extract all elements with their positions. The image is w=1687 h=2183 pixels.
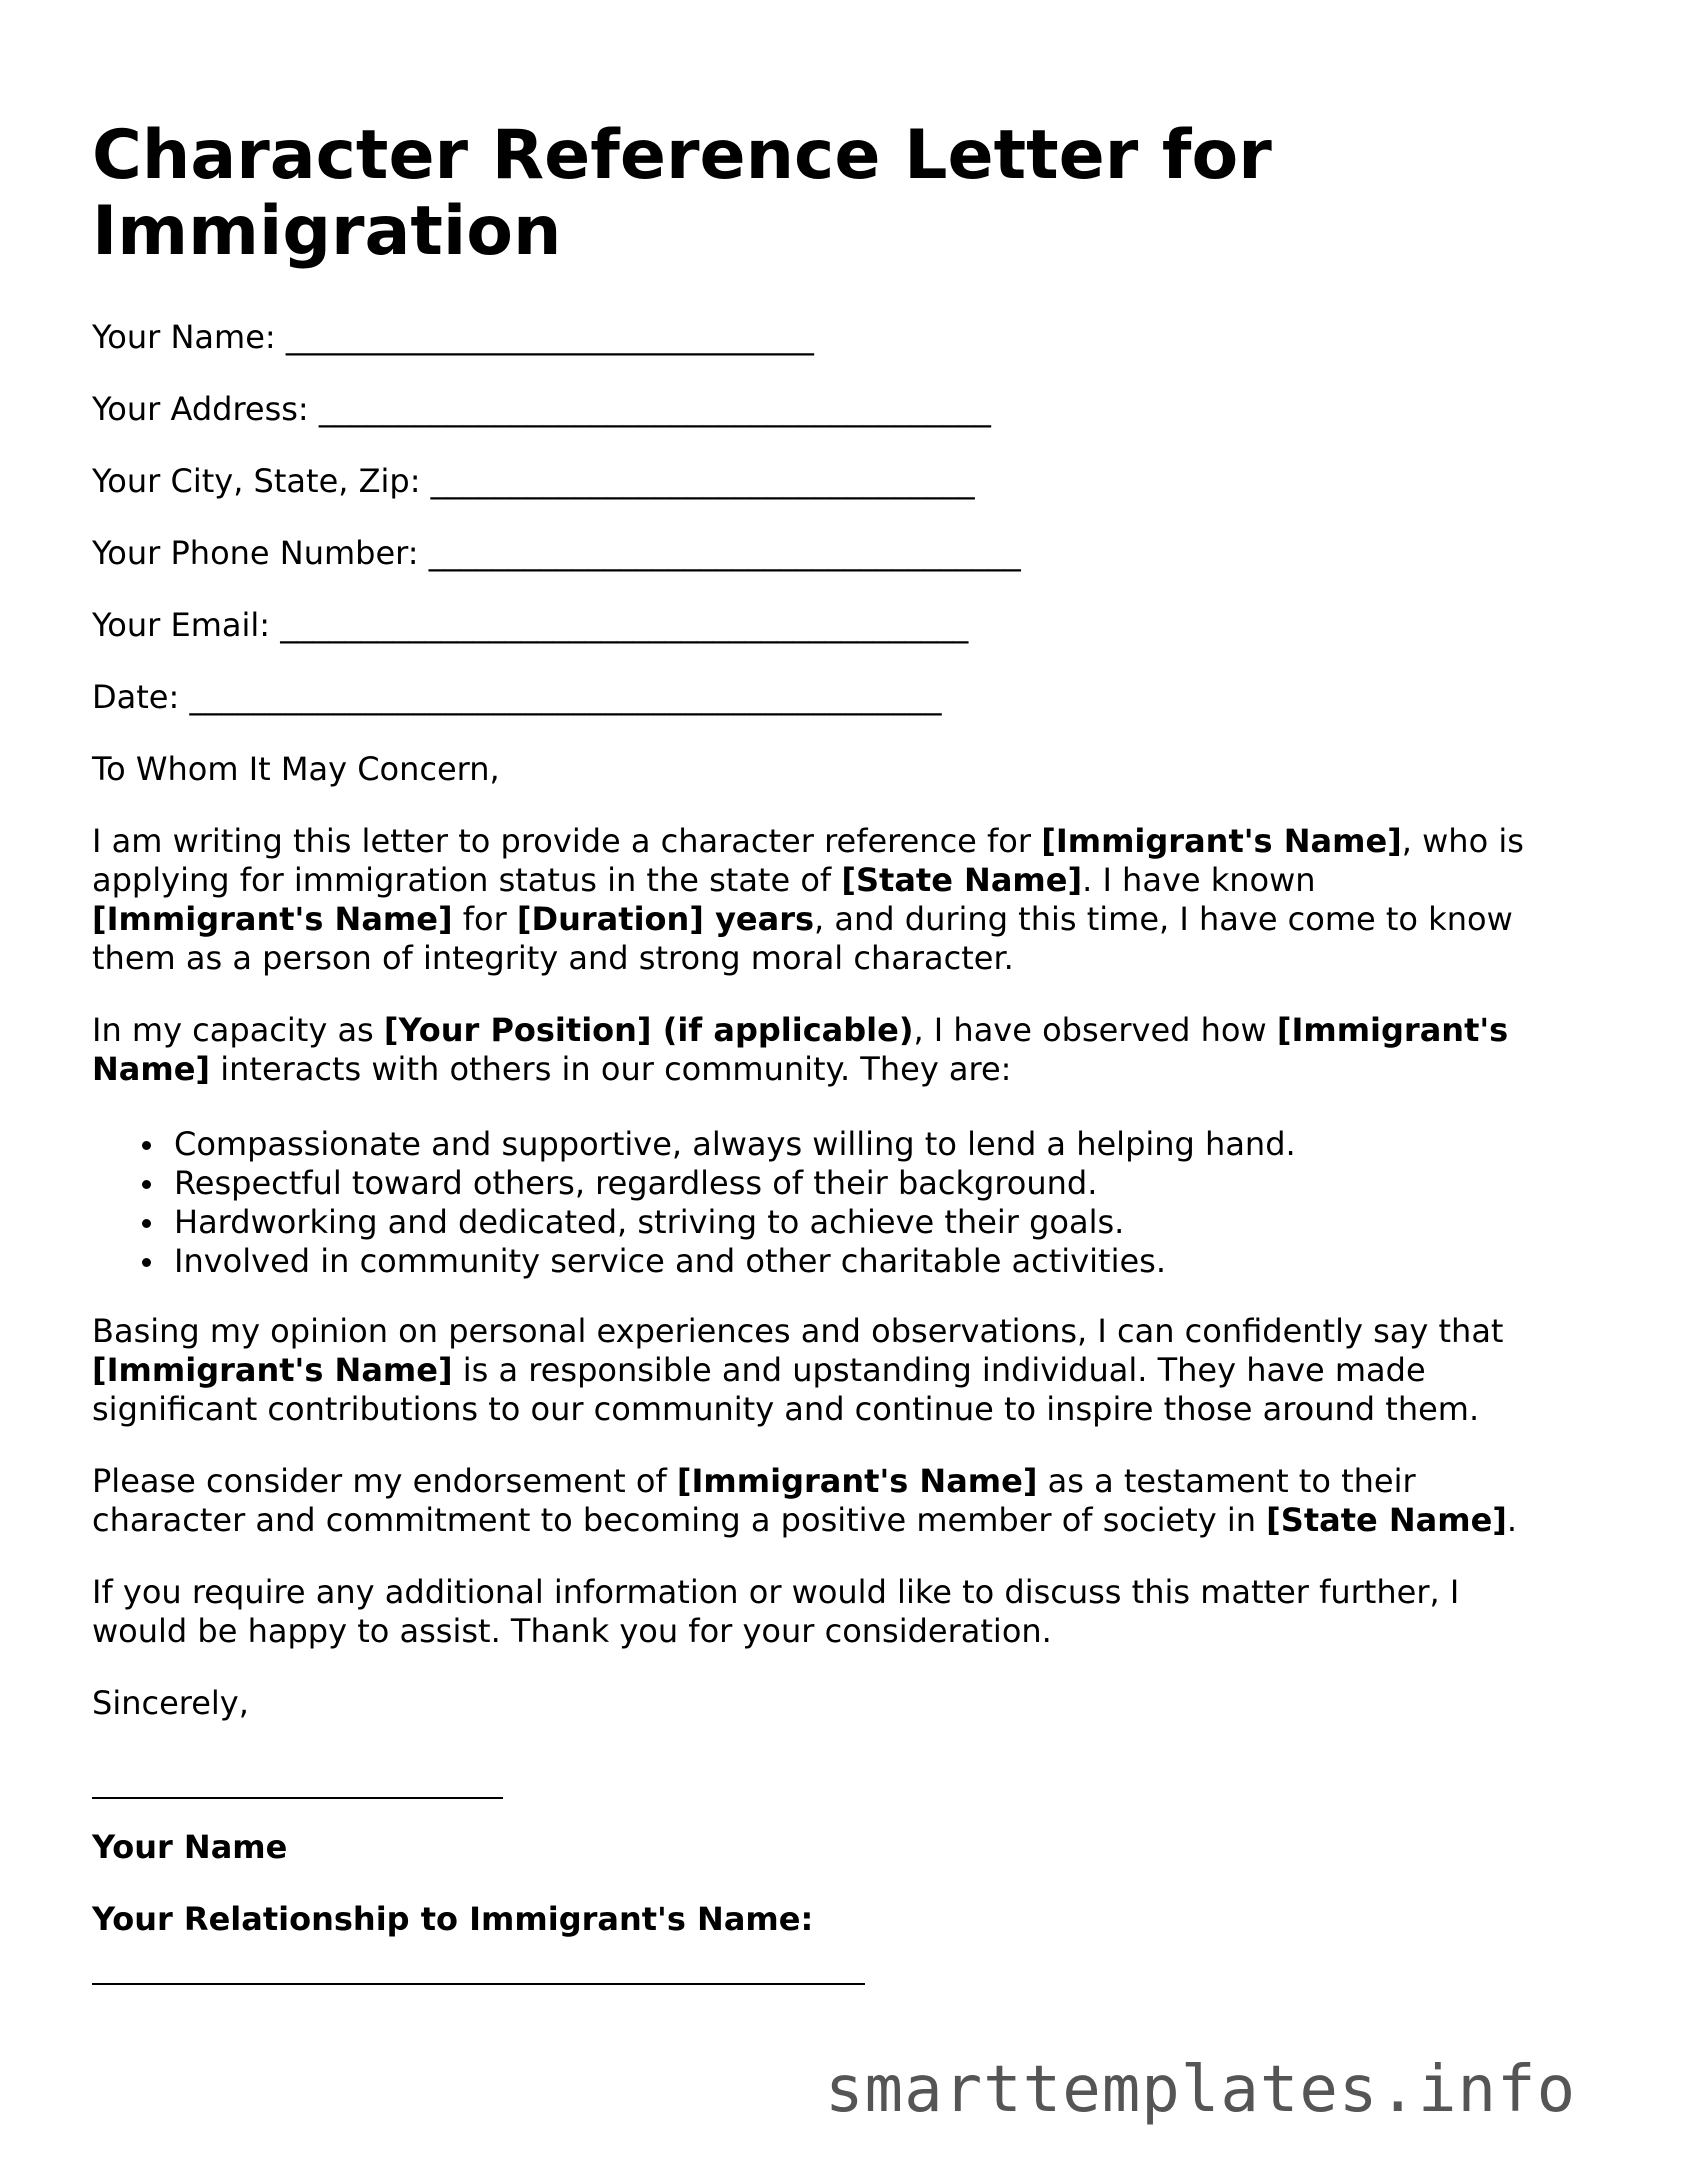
list-item: Compassionate and supportive, always willing to lend a helping hand. <box>92 1125 1296 1164</box>
placeholder-state-name: [State Name] <box>841 861 1083 899</box>
field-label: Your Address: <box>92 390 319 428</box>
placeholder-immigrant-name: [Immigrant's Name] <box>92 1351 453 1389</box>
field-label: Your Name: <box>92 318 286 356</box>
text: Please consider my endorsement of <box>92 1462 677 1500</box>
paragraph-line: If you require any additional information or would like to discuss this matter further, I <box>92 1573 1460 1611</box>
paragraph-line <box>92 1501 1517 1540</box>
text: character and commitment to becoming a positive member of society in <box>92 1501 1267 1539</box>
relationship-label-text: Your Relationship to Immigrant's Name: <box>92 1900 814 1938</box>
paragraph-line: would be happy to assist. Thank you for your consideration. <box>92 1612 1052 1650</box>
paragraph-line <box>92 1050 1011 1089</box>
paragraph-line: significant contributions to our community and continue to inspire those around them. <box>92 1390 1480 1428</box>
text: , I have observed how <box>913 1011 1277 1049</box>
text: In my capacity as <box>92 1011 384 1049</box>
text: , who is <box>1401 822 1524 860</box>
paragraph-line <box>92 822 1524 861</box>
placeholder-immigrant-name: [Immigrant's Name] <box>92 900 453 938</box>
field-label: Your Phone Number: <box>92 534 429 572</box>
placeholder-state-name: [State Name] <box>1266 1501 1507 1539</box>
salutation: To Whom It May Concern, <box>92 750 500 788</box>
field-blank: ___________________________________________ <box>280 606 969 644</box>
text: is a responsible and upstanding individual. They have made <box>452 1351 1426 1389</box>
field-date <box>92 678 941 717</box>
field-phone-number <box>92 534 1021 573</box>
paragraph-line <box>92 900 1513 939</box>
qualities-list <box>92 1125 1296 1281</box>
field-label: Your Email: <box>92 606 281 644</box>
field-your-address <box>92 390 991 429</box>
field-blank: __________________________________________ <box>318 390 991 428</box>
list-item: Involved in community service and other charitable activities. <box>92 1242 1296 1281</box>
placeholder-immigrant-name: [Immigrant's Name] <box>676 1462 1038 1500</box>
relationship-line <box>92 1983 865 1985</box>
text: I am writing this letter to provide a character reference for <box>92 822 1042 860</box>
field-your-name <box>92 318 814 357</box>
text: applying for immigration status in the state of <box>92 861 842 899</box>
closing: Sincerely, <box>92 1684 249 1722</box>
list-item: Hardworking and dedicated, striving to achieve their goals. <box>92 1203 1296 1242</box>
field-blank: _____________________________________ <box>428 534 1021 572</box>
text: . I have known <box>1082 861 1316 899</box>
paragraph-line <box>92 1462 1416 1501</box>
signature-name-text: Your Name <box>92 1828 288 1866</box>
paragraph-line <box>92 861 1316 900</box>
paragraph-line: them as a person of integrity and strong moral character. <box>92 939 1014 977</box>
watermark: smarttemplates.info <box>825 2053 1577 2127</box>
placeholder-immigrant-name: [Immigrant's <box>1276 1011 1509 1049</box>
field-blank: _________________________________ <box>285 318 814 356</box>
placeholder-your-position: [Your Position] (if applicable) <box>383 1011 914 1049</box>
text: for <box>452 900 517 938</box>
paragraph-line <box>92 1011 1508 1050</box>
signature-name <box>92 1828 287 1867</box>
paragraph-line: Basing my opinion on personal experiences and observations, I can confidently say that <box>92 1312 1504 1350</box>
text: , and during this time, I have come to know <box>814 900 1513 938</box>
relationship-label <box>92 1900 813 1939</box>
text: as a testament to their <box>1037 1462 1416 1500</box>
field-label: Your City, State, Zip: <box>92 462 431 500</box>
field-blank: _______________________________________________ <box>189 678 942 716</box>
placeholder-duration: [Duration] years <box>516 900 815 938</box>
signature-line <box>92 1797 503 1799</box>
field-email <box>92 606 968 645</box>
field-label: Date: <box>92 678 190 716</box>
paragraph-line <box>92 1351 1426 1390</box>
text: . <box>1506 1501 1518 1539</box>
field-city-state-zip <box>92 462 975 501</box>
placeholder-immigrant-name: Name] <box>92 1050 211 1088</box>
field-blank: __________________________________ <box>430 462 975 500</box>
text: interacts with others in our community. They are: <box>210 1050 1012 1088</box>
placeholder-immigrant-name: [Immigrant's Name] <box>1041 822 1402 860</box>
list-item: Respectful toward others, regardless of their background. <box>92 1164 1296 1203</box>
page-title: Character Reference Letter for Immigration <box>92 116 1272 271</box>
